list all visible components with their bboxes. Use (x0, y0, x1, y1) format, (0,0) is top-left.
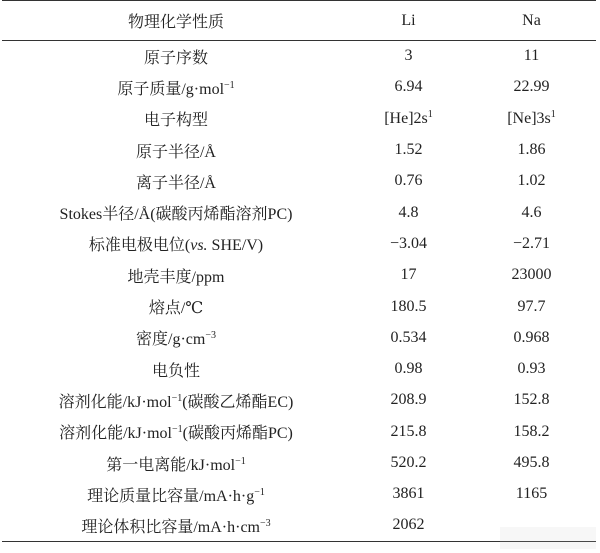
table-row (2, 166, 596, 197)
row-property: 电负性 (151, 362, 200, 380)
row-property (2, 416, 350, 447)
property-superscript: −1 (171, 392, 183, 404)
row-property: 熔点/℃ (148, 300, 204, 318)
row-property (2, 385, 350, 416)
row-li-value: 0.98 (394, 360, 423, 378)
row-li-value: 208.9 (390, 391, 427, 409)
table-row (2, 103, 596, 134)
row-na-value: 23000 (511, 266, 552, 284)
table-row (2, 353, 596, 384)
row-li-value: 6.94 (394, 78, 423, 96)
property-text-tail: (碳酸乙烯酯EC) (182, 393, 294, 411)
row-li-value: 4.8 (398, 203, 419, 221)
property-superscript: −1 (254, 486, 265, 498)
property-italic: vs. (190, 237, 208, 255)
table-row (2, 134, 596, 165)
row-na-value: 4.6 (521, 203, 542, 221)
table-row (2, 291, 596, 322)
table-row (2, 197, 596, 228)
na-config-text: [Ne]3s (507, 109, 551, 127)
row-property: 电子构型 (143, 112, 208, 130)
table-row (2, 447, 596, 478)
header-property: 物理化学性质 (2, 1, 350, 41)
watermark-overlay (500, 527, 596, 549)
row-na-value: 0.93 (517, 360, 546, 378)
property-text: 溶剂化能/kJ·mol (58, 393, 172, 411)
properties-table-container (2, 0, 596, 542)
table-row (2, 479, 596, 510)
row-property (2, 447, 350, 478)
row-property (2, 479, 350, 510)
row-na-value: 1.86 (517, 141, 546, 159)
row-li-value: 0.76 (394, 172, 423, 190)
property-text-tail: SHE/V) (207, 237, 264, 255)
row-na-value: 1165 (515, 485, 548, 503)
property-superscript: −1 (224, 79, 235, 91)
table-row (2, 72, 596, 103)
row-li-value: 3861 (392, 485, 425, 503)
property-text: 理论体积比容量/mA·h·cm (81, 518, 260, 536)
row-na-value: 152.8 (513, 391, 550, 409)
row-li-value: −3.04 (389, 234, 428, 252)
row-na-value: 1.02 (517, 172, 546, 190)
na-config-superscript: 1 (550, 108, 556, 120)
row-property: 离子半径/Å (135, 174, 216, 192)
row-property (2, 510, 350, 541)
row-property: 原子序数 (143, 49, 208, 67)
row-property (2, 228, 350, 259)
table-row (2, 385, 596, 416)
row-li-value: 17 (400, 266, 417, 284)
row-property (2, 322, 350, 353)
row-na-value: 495.8 (513, 454, 550, 471)
row-li-value (350, 103, 467, 134)
row-na-value: 158.2 (513, 422, 550, 440)
table-row (2, 228, 596, 259)
li-config-superscript: 1 (427, 108, 433, 120)
property-text-tail: (碳酸丙烯酯PC) (182, 425, 293, 443)
table-row (2, 416, 596, 447)
row-na-value: 11 (523, 47, 540, 65)
property-text: 原子质量/g·mol (117, 80, 225, 98)
row-li-value: 2062 (350, 510, 467, 541)
li-config-text: [He]2s (384, 109, 428, 127)
property-text: 第一电离能/kJ·mol (106, 456, 236, 474)
property-superscript: −3 (260, 517, 271, 529)
table-row (2, 260, 596, 291)
property-superscript: −1 (235, 455, 246, 467)
property-text: 标准电极电位( (88, 237, 191, 255)
property-superscript: −1 (172, 424, 183, 436)
row-li-value: 3 (404, 47, 413, 65)
row-li-value: 180.5 (390, 297, 427, 315)
table-row (2, 41, 596, 72)
header-li: Li (350, 1, 467, 41)
row-li-value: 0.534 (390, 328, 427, 346)
row-property: 地壳丰度/ppm (127, 268, 225, 286)
header-na: Na (467, 1, 596, 41)
property-text: 密度/g·cm (136, 331, 206, 349)
row-na-value (467, 103, 596, 134)
table-header-row (2, 1, 596, 41)
property-text: 溶剂化能/kJ·mol (59, 425, 173, 443)
li-na-properties-table (2, 0, 596, 542)
row-na-value: −2.71 (512, 234, 551, 252)
property-text: 理论质量比容量/mA·h·g (87, 487, 255, 505)
row-property (2, 72, 350, 103)
row-na-value: 0.968 (513, 328, 550, 346)
row-property: 原子半径/Å (135, 143, 216, 161)
row-property: Stokes半径/Å(碳酸丙烯酯溶剂PC) (59, 206, 293, 224)
row-li-value: 1.52 (394, 141, 423, 159)
row-li-value: 520.2 (390, 454, 427, 471)
table-row (2, 322, 596, 353)
row-li-value: 215.8 (390, 422, 427, 440)
property-superscript: −3 (205, 330, 216, 342)
row-na-value: 22.99 (513, 78, 550, 96)
row-na-value: 97.7 (517, 297, 546, 315)
